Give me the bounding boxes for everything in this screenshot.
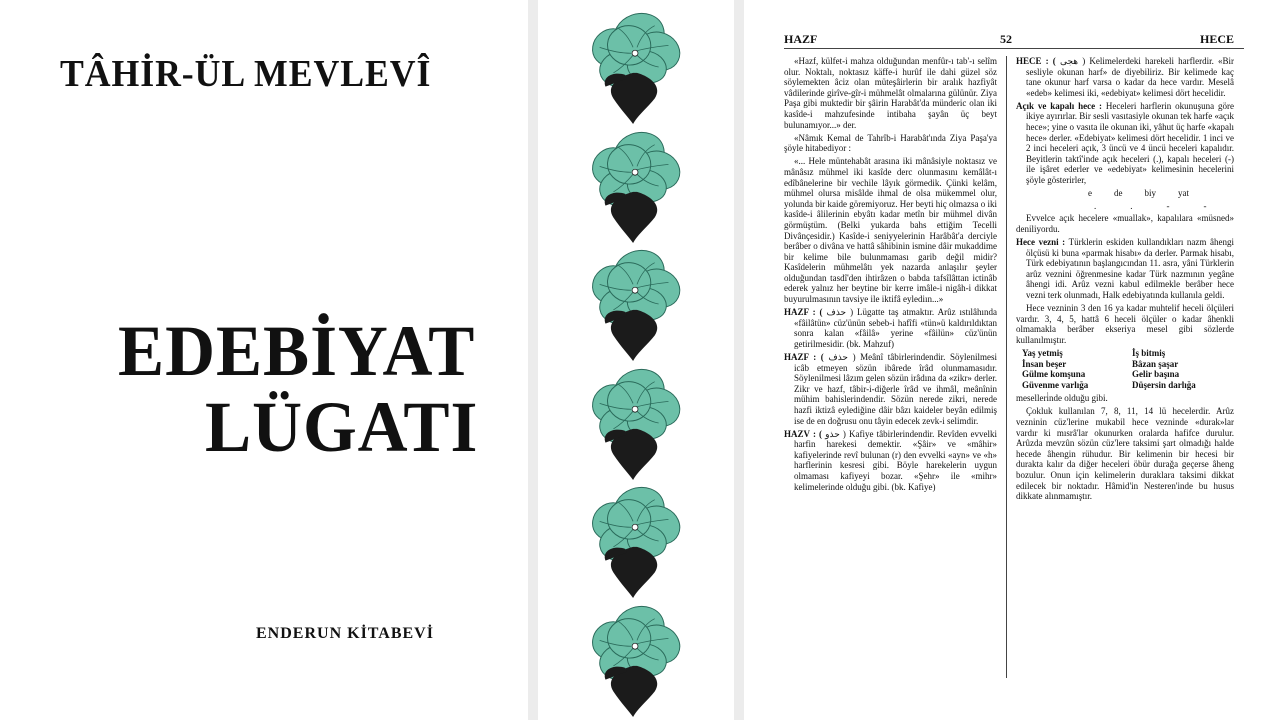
publisher-name: ENDERUN KİTABEVİ [256, 625, 434, 642]
flower-strip [538, 0, 734, 720]
book-title-line2: LÜGATI [205, 387, 479, 467]
entry-hece: HECE : ( هجی ) Kelimelerdeki harekeli harflerdir. «Bir sesliyle okunan harf» de diyebiliriz. Bir kelimede kaç tane okunur harf varsa o kadar da hece vardır. Meselâ «edeb» kelimesi iki, «edebiyat» kelimesi dört hecelidir. [1016, 56, 1234, 98]
dictionary-page [744, 0, 1280, 720]
paragraph: Çokluk kullanılan 7, 8, 11, 14 lü hecelerdir. Arûz vezninin cüz'lerine mukabil hece vezninde «durak»lar vardır ki mısrâ'lar okunurken oralarda hafifce durulur. Arûzda mevzûn sözün cüz'lere taksimi şart olmadığı halde hecede âhengin rühudur. Bir kelimenin bir hecesi bir durakta kalır da diğer heceleri öbür durağa geçerse âheng bozulur. Onun için kelimelerin duraklara taksimi dikkat edilecek bir noktadır. Hâmid'in Nesteren'inde bu husus dikkate alınmamıştır. [1016, 406, 1234, 502]
entry-hazf-1: HAZF : ( حذف ) Lügatte taş atmaktır. Arûz ıstılâhında «fâilâtün» cüz'ünün sebeb-i hafîfi «tün»ü kaldırıldıktan sonra kalan «fâilâ» yerine «fâilün» cüz'ünün getirilmesidir. (bk. Mahzuf) [784, 307, 998, 349]
book-cover [0, 0, 528, 720]
syllable-row: e de biy yat [1088, 188, 1190, 199]
page-number: 52 [1000, 32, 1012, 46]
left-column [784, 56, 997, 495]
entry-hazv: HAZV : ( حذو ) Kafiye tâbirlerindendir. Revîden evvelki harfin harekesi demektir. «Şâir» ve «mâhir» kafiyelerinde revî bulunan (r) den evvelki «ayn» ve «h» harflerinin kesresi gibi. Böyle harekelerin uygun olmaması kafiyeyi bozar. «Şehr» ile «mihr» kelimelerinde olduğu gibi. (bk. Kafiye) [784, 428, 998, 492]
entry-acik-kapali-hece: Açık ve kapalı hece : Heceleri harflerin okunuşuna göre ikiye ayırırlar. Bir sesli vasıtasiyle okunan tek harfe «açık hece»; yine o vasıta ile okunan iki, yâhut üç harfe «kapalı hece» derler. «Edebiyat» kelimesi dört hecelidir. 1 inci ve 2 inci heceleri açık, 3 üncü ve 4 üncü heceleri kapalıdır. Beyitlerin taktî'inde açık heceleri (.), kapalı heceleri (-) ile işâret ederler ve «edebiyat» kelimesinin hecelerini şöyle gösterirler, [1016, 100, 1235, 186]
panel-divider [528, 0, 538, 720]
paragraph: «... Hele müntehabât arasına iki mânâsiyle noktasız ve mânâsız mühmel iki kasîde derc olunmasını kemâlât-ı edîbânelerine bir vechile lâyık görmedik. Çünki kelâm, mühmel olursa misâlde ihmal de olsa mükemmel olur, yolunda bir kaide göremiyoruz. Her beyti hiç olmazsa o iki kasîde-i âlilerinin ebyâtı kadar metîn bir mühmel divân görmüştüm. (Belki yukarda bahs ettiğim Tecelli Divânçesidir.) Kasîde-i seniyyelerinin Harâbât'a derciyle berâber o divâna ve hattâ sâhibinin ismine dâir mukaddime bir kelime bile bulunmaması garib değil midir? Kasîdelerin mühmelâtı yek nazarda anlaşılır şeyler olduğundan tasdî'den ihtirâzen o babda tafsîlâttan ictinâb ederek yalnız her beytine bir kerre imâle-i nigâh-i dikkat buyurulmasının tavsiye ile iktifâ eylediın...» [784, 156, 997, 305]
flower-icon [578, 482, 696, 600]
entry-hece-vezni: Hece vezni : Türklerin eskiden kullandıkları nazm âhengi ölçüsü ki buna «parmak hisabı» da derler. Parmak hisabı, Türk edebiyatının başlangıcından 11. asra, yâni Türklerin arûz veznini öğrenmesine kadar Türk nazmının yegâne âhengi idi. Arûz vezni kabul edilmekle berâber hece vezni terk olunmadı, Halk edebiyatında kullanıla geldi. [1016, 237, 1234, 300]
flower-icon [578, 127, 696, 245]
flower-icon [578, 245, 696, 363]
paragraph: «Hazf, külfet-i mahza olduğundan menfûr-ı tab'-ı selîm olur. Noktalı, noktasız käffe-i hurûf ile dahi güzel söz söylemekten âciz olan müteşâirlerin bir aralık hazfiyât vâdilerinde girîve-gîr-i mühmelât olmalarına gülünür. Ziya Paşa gibi muktedir bir şâirin Harabât'da münderic olan iki kasîde-i mahzufesinde intibaha şayân üç beyt bulunamıyor...» der. [784, 56, 997, 130]
arabic-word: حذو [825, 428, 840, 439]
flower-icon [578, 364, 696, 482]
author-name: TÂHİR-ÜL MEVLEVÎ [60, 53, 432, 95]
column-separator [1006, 56, 1007, 678]
header-right-word: HECE [1199, 32, 1234, 46]
flower-icon [578, 601, 696, 719]
entry-hazf-2: HAZF : ( حذف ) Meânî tâbirlerindendir. Söylenilmesi icâb etmeyen sözün ibârede îrâd olunmamasıdır. Söylenilmesi lâzım gelen sözün irâdına da «zikr» derler. Zikr ve hazf, tâbir-i-diğerle îrâd ve ihmâl, meânînin mühim bahislerindendir. Sözün nerede zikri, nerede hazfi iktizâ eylediğine dâir bâzı kaideler beyân edilmiş ise de en doğrusu onu tâyin edecek zevk-i selimdir. [784, 352, 997, 426]
paragraph: meselleri̇nde olduğu gibi. [1016, 393, 1108, 404]
header-rule [784, 48, 1244, 49]
header-left-word: HAZF [784, 32, 818, 46]
right-column [1016, 56, 1234, 504]
book-title-line1: EDEBİYAT [118, 311, 476, 391]
paragraph: Evvelce açık hecelere «muallak», kapalılara «müsned» deniliyordu. [1016, 213, 1234, 234]
arabic-word: هجی [1059, 56, 1079, 66]
flower-icon [578, 8, 696, 126]
paragraph: «Nâmık Kemal de Tahrîb-i Harabât'ında Ziya Paşa'ya şöyle hitabediyor : [784, 132, 997, 154]
panel-divider [734, 0, 744, 720]
arabic-word: حذف [828, 352, 848, 363]
arabic-word: حذف [826, 307, 847, 318]
paragraph: Hece vezninin 3 den 16 ya kadar muhtelif heceli ölçüleri vardır. 3, 4, 5, hattâ 6 heceli ölçüler o kadar âhenkli olmamakla berâber ekseriya mesel gibi sözlerde kullanılmıştır. [1016, 303, 1234, 345]
syllable-marks: . . - - [1094, 200, 1207, 211]
proverb-list: Yaş yetmiş İş bitmiş İnsan beşer Bâzan şaşar Gülme komşuna Gelir başına Güvenme varlığa Düşersin darlığa [1022, 347, 1196, 390]
